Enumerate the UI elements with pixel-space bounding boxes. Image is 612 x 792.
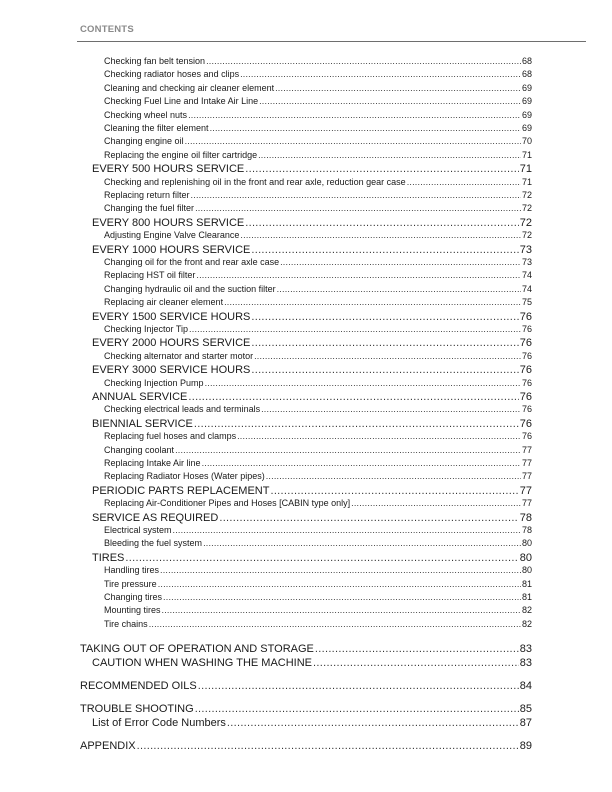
toc-page-number: 76 bbox=[521, 431, 532, 442]
toc-entry-title: EVERY 2000 HOURS SERVICE bbox=[92, 337, 251, 350]
toc-dot-leader bbox=[198, 680, 519, 692]
toc-page-number: 71 bbox=[521, 176, 532, 187]
toc-entry-title: EVERY 1000 HOURS SERVICE bbox=[92, 243, 251, 256]
toc-page-number: 80 bbox=[521, 538, 532, 549]
toc-dot-leader bbox=[245, 217, 519, 229]
toc-entry-title: Checking fan belt tension bbox=[104, 56, 206, 66]
toc-dot-leader bbox=[219, 512, 518, 524]
toc-entry[interactable] bbox=[104, 619, 532, 632]
toc-dot-leader bbox=[194, 418, 519, 430]
toc-page-number: 81 bbox=[521, 578, 532, 589]
toc-dot-leader bbox=[251, 311, 518, 323]
toc-entry[interactable] bbox=[92, 337, 532, 351]
toc-entry[interactable] bbox=[80, 703, 532, 717]
toc-page-number: 89 bbox=[519, 740, 532, 753]
toc-dot-leader bbox=[175, 445, 521, 455]
toc-entry[interactable] bbox=[104, 257, 532, 270]
toc-page-number: 82 bbox=[521, 618, 532, 629]
toc-dot-leader bbox=[251, 244, 518, 256]
toc-entry[interactable] bbox=[92, 163, 532, 177]
toc-page-number: 74 bbox=[521, 270, 532, 281]
toc-dot-leader bbox=[266, 471, 521, 481]
toc-dot-leader bbox=[227, 717, 519, 729]
toc-entry-title: Replacing Radiator Hoses (Water pipes) bbox=[104, 471, 265, 482]
toc-entry-title: Checking wheel nuts bbox=[104, 109, 188, 120]
running-header-title: CONTENTS bbox=[80, 24, 134, 35]
toc-dot-leader bbox=[185, 136, 521, 146]
toc-entry-title: Checking radiator hoses and clips bbox=[104, 69, 240, 80]
toc-entry-title: Electrical system bbox=[104, 525, 172, 535]
toc-page-number: 76 bbox=[519, 391, 532, 403]
toc-entry[interactable] bbox=[104, 136, 532, 149]
toc-entry[interactable] bbox=[104, 96, 532, 109]
toc-entry-title: Changing oil for the front and rear axle case bbox=[104, 257, 280, 267]
toc-dot-leader bbox=[189, 324, 521, 334]
toc-dot-leader bbox=[315, 643, 519, 655]
toc-entry[interactable] bbox=[104, 324, 532, 337]
toc-dot-leader bbox=[351, 498, 521, 508]
toc-dot-leader bbox=[195, 203, 521, 213]
toc-page-number: 70 bbox=[521, 136, 532, 147]
toc-page-number: 78 bbox=[519, 511, 532, 524]
toc-page-number: 71 bbox=[521, 149, 532, 160]
toc-entry[interactable] bbox=[104, 284, 532, 297]
toc-page-number: 69 bbox=[521, 109, 532, 120]
toc-dot-leader bbox=[280, 257, 521, 267]
toc-entry-title: Replacing HST oil filter bbox=[104, 270, 196, 281]
toc-entry[interactable] bbox=[104, 83, 532, 96]
toc-entry-title: Cleaning the filter element bbox=[104, 123, 209, 133]
toc-page-number: 76 bbox=[519, 337, 532, 350]
toc-entry[interactable] bbox=[104, 230, 532, 243]
toc-entry[interactable] bbox=[104, 538, 532, 551]
toc-dot-leader bbox=[275, 83, 521, 93]
toc-entry-title: Bleeding the fuel system bbox=[104, 538, 203, 549]
toc-dot-leader bbox=[254, 351, 521, 361]
toc-page-number: 76 bbox=[521, 404, 532, 415]
toc-entry[interactable] bbox=[92, 485, 532, 499]
toc-entry-title: Replacing the engine oil filter cartridge bbox=[104, 149, 258, 160]
toc-page-number: 81 bbox=[521, 592, 532, 602]
toc-entry[interactable] bbox=[104, 351, 532, 364]
toc-dot-leader bbox=[251, 364, 518, 376]
toc-dot-leader bbox=[259, 96, 521, 106]
toc-entry[interactable] bbox=[92, 657, 532, 671]
toc-entry-title: Changing engine oil bbox=[104, 136, 184, 147]
toc-entry-title: Mounting tires bbox=[104, 605, 161, 616]
toc-entry-title: TAKING OUT OF OPERATION AND STORAGE bbox=[80, 643, 314, 656]
toc-entry[interactable] bbox=[104, 203, 532, 216]
toc-entry[interactable] bbox=[80, 680, 532, 694]
toc-page-number: 72 bbox=[521, 190, 532, 200]
toc-page-number: 72 bbox=[519, 216, 532, 229]
toc-entry-title: List of Error Code Numbers bbox=[92, 716, 226, 729]
toc-page-number: 76 bbox=[521, 324, 532, 334]
toc-page-number: 78 bbox=[521, 525, 532, 535]
toc-dot-leader bbox=[196, 270, 521, 280]
toc-page-number: 76 bbox=[519, 364, 532, 377]
toc-dot-leader bbox=[203, 538, 521, 548]
toc-dot-leader bbox=[158, 579, 521, 589]
toc-page-number: 73 bbox=[521, 257, 532, 267]
toc-entry[interactable] bbox=[104, 150, 532, 163]
toc-page-number: 69 bbox=[521, 96, 532, 107]
toc-page-number: 69 bbox=[521, 123, 532, 133]
toc-page-number: 76 bbox=[519, 417, 532, 430]
toc-entry-title: Changing coolant bbox=[104, 444, 175, 455]
toc-dot-leader bbox=[188, 110, 521, 120]
toc-entry-title: Checking alternator and starter motor bbox=[104, 350, 254, 361]
toc-page-number: 77 bbox=[521, 498, 532, 509]
toc-entry-title: Checking Injector Tip bbox=[104, 324, 189, 334]
toc-entry[interactable] bbox=[104, 445, 532, 458]
toc-entry-title: ANNUAL SERVICE bbox=[92, 391, 188, 403]
toc-entry[interactable] bbox=[104, 110, 532, 123]
toc-dot-leader bbox=[224, 297, 521, 307]
toc-entry-title: Checking Fuel Line and Intake Air Line bbox=[104, 96, 259, 107]
toc-page-number: 85 bbox=[519, 703, 532, 716]
toc-entry[interactable] bbox=[104, 565, 532, 578]
toc-page-number: 76 bbox=[519, 310, 532, 323]
toc-dot-leader bbox=[240, 69, 521, 79]
toc-entry[interactable] bbox=[92, 512, 532, 526]
toc-page-number: 72 bbox=[521, 203, 532, 214]
toc-entry-title: Handling tires bbox=[104, 565, 160, 576]
toc-entry-title: Replacing air cleaner element bbox=[104, 297, 224, 308]
toc-entry[interactable] bbox=[104, 297, 532, 310]
toc-dot-leader bbox=[206, 56, 521, 66]
toc-dot-leader bbox=[261, 404, 521, 414]
toc-entry[interactable] bbox=[104, 177, 532, 190]
toc-entry-title: Checking electrical leads and terminals bbox=[104, 404, 261, 415]
toc-entry-title: TROUBLE SHOOTING bbox=[80, 703, 194, 716]
toc-entry[interactable] bbox=[104, 605, 532, 618]
toc-dot-leader bbox=[210, 123, 521, 133]
toc-dot-leader bbox=[195, 703, 519, 715]
toc-dot-leader bbox=[237, 431, 521, 441]
toc-entry[interactable] bbox=[92, 217, 532, 231]
toc-page-number: 69 bbox=[521, 82, 532, 93]
toc-entry[interactable] bbox=[104, 123, 532, 136]
toc-entry-title: EVERY 1500 SERVICE HOURS bbox=[92, 310, 251, 323]
toc-entry-title: Cleaning and checking air cleaner element bbox=[104, 82, 275, 93]
toc-entry[interactable] bbox=[80, 740, 532, 754]
toc-page-number: 76 bbox=[521, 377, 532, 388]
toc-entry[interactable] bbox=[104, 579, 532, 592]
toc-entry[interactable] bbox=[92, 391, 532, 405]
toc-page-number: 77 bbox=[521, 458, 532, 468]
toc-entry[interactable] bbox=[104, 190, 532, 203]
toc-dot-leader bbox=[277, 284, 521, 294]
toc-entry[interactable] bbox=[92, 364, 532, 378]
toc-page-number: 68 bbox=[521, 56, 532, 66]
toc-entry[interactable] bbox=[92, 244, 532, 258]
toc-page-number: 80 bbox=[521, 565, 532, 576]
toc-page-number: 73 bbox=[519, 243, 532, 256]
toc-dot-leader bbox=[251, 337, 518, 349]
toc-dot-leader bbox=[407, 177, 521, 187]
toc-dot-leader bbox=[313, 657, 519, 669]
toc-page-number: 83 bbox=[519, 643, 532, 656]
toc-entry[interactable] bbox=[92, 552, 532, 566]
toc-entry[interactable] bbox=[104, 69, 532, 82]
toc-dot-leader bbox=[149, 619, 521, 629]
toc-dot-leader bbox=[270, 485, 518, 497]
toc-entry-title: SERVICE AS REQUIRED bbox=[92, 511, 219, 524]
toc-page-number: 68 bbox=[521, 69, 532, 80]
toc-entry-title: RECOMMENDED OILS bbox=[80, 680, 197, 692]
toc-entry-title: APPENDIX bbox=[80, 740, 136, 753]
toc-entry-title: TIRES bbox=[92, 551, 125, 564]
toc-page-number: 83 bbox=[519, 656, 532, 669]
toc-entry[interactable] bbox=[104, 458, 532, 471]
toc-dot-leader bbox=[245, 163, 519, 175]
toc-entry[interactable] bbox=[104, 498, 532, 511]
toc-entry-title: Tire chains bbox=[104, 618, 148, 629]
toc-page-number: 76 bbox=[521, 350, 532, 361]
toc-dot-leader bbox=[173, 525, 521, 535]
toc-dot-leader bbox=[125, 552, 518, 564]
toc-entry-title: EVERY 500 HOURS SERVICE bbox=[92, 163, 245, 176]
toc-dot-leader bbox=[162, 605, 521, 615]
toc-entry[interactable] bbox=[104, 431, 532, 444]
toc-entry[interactable] bbox=[92, 311, 532, 325]
toc-entry-title: Changing hydraulic oil and the suction filter bbox=[104, 283, 276, 294]
toc-entry-title: Changing the fuel filter bbox=[104, 203, 195, 214]
toc-dot-leader bbox=[240, 230, 521, 240]
toc-entry[interactable] bbox=[92, 717, 532, 731]
toc-entry-title: EVERY 3000 SERVICE HOURS bbox=[92, 364, 251, 377]
toc-page-number: 77 bbox=[519, 484, 532, 497]
toc-page-number: 80 bbox=[519, 551, 532, 564]
toc-dot-leader bbox=[202, 458, 521, 468]
toc-entry-title: Tire pressure bbox=[104, 578, 157, 589]
toc-entry-title: BIENNIAL SERVICE bbox=[92, 417, 193, 430]
toc-entry[interactable] bbox=[92, 418, 532, 432]
toc-entry[interactable] bbox=[104, 471, 532, 484]
toc-entry-title: EVERY 800 HOURS SERVICE bbox=[92, 216, 245, 229]
toc-page-number: 87 bbox=[519, 716, 532, 729]
toc-entry-title: Checking Injection Pump bbox=[104, 377, 204, 388]
toc-dot-leader bbox=[258, 150, 521, 160]
toc-entry[interactable] bbox=[104, 56, 532, 69]
toc-entry-title: Replacing Air-Conditioner Pipes and Hoses [CABIN type only] bbox=[104, 498, 351, 509]
toc-entry-title: CAUTION WHEN WASHING THE MACHINE bbox=[92, 656, 313, 669]
header-divider bbox=[77, 41, 586, 42]
toc-entry[interactable] bbox=[104, 525, 532, 538]
toc-page-number: 82 bbox=[521, 605, 532, 616]
toc-dot-leader bbox=[188, 391, 518, 403]
toc-page-number: 75 bbox=[521, 297, 532, 308]
toc-entry[interactable] bbox=[104, 592, 532, 605]
toc-page-number: 77 bbox=[521, 471, 532, 482]
toc-dot-leader bbox=[137, 740, 519, 752]
toc-entry-title: Replacing fuel hoses and clamps bbox=[104, 431, 237, 442]
toc-page-number: 77 bbox=[521, 444, 532, 455]
toc-page-number: 71 bbox=[519, 163, 532, 176]
toc-dot-leader bbox=[163, 592, 521, 602]
toc-page-number: 84 bbox=[519, 680, 532, 692]
toc-entry-title: PERIODIC PARTS REPLACEMENT bbox=[92, 484, 270, 497]
toc-page-number: 72 bbox=[521, 230, 532, 241]
toc-page-number: 74 bbox=[521, 283, 532, 294]
toc-entry[interactable] bbox=[104, 404, 532, 417]
toc-entry-title: Replacing return filter bbox=[104, 190, 190, 200]
toc-dot-leader bbox=[191, 190, 521, 200]
toc-dot-leader bbox=[160, 565, 521, 575]
toc-entry-title: Checking and replenishing oil in the front and rear axle, reduction gear case bbox=[104, 176, 406, 187]
toc-entry-title: Changing tires bbox=[104, 592, 163, 602]
toc-dot-leader bbox=[205, 378, 521, 388]
toc-entry[interactable] bbox=[104, 270, 532, 283]
toc-entry-title: Adjusting Engine Valve Clearance bbox=[104, 230, 240, 241]
toc-entry[interactable] bbox=[104, 378, 532, 391]
toc-entry-title: Replacing Intake Air line bbox=[104, 458, 201, 468]
toc-entry[interactable] bbox=[80, 643, 532, 657]
